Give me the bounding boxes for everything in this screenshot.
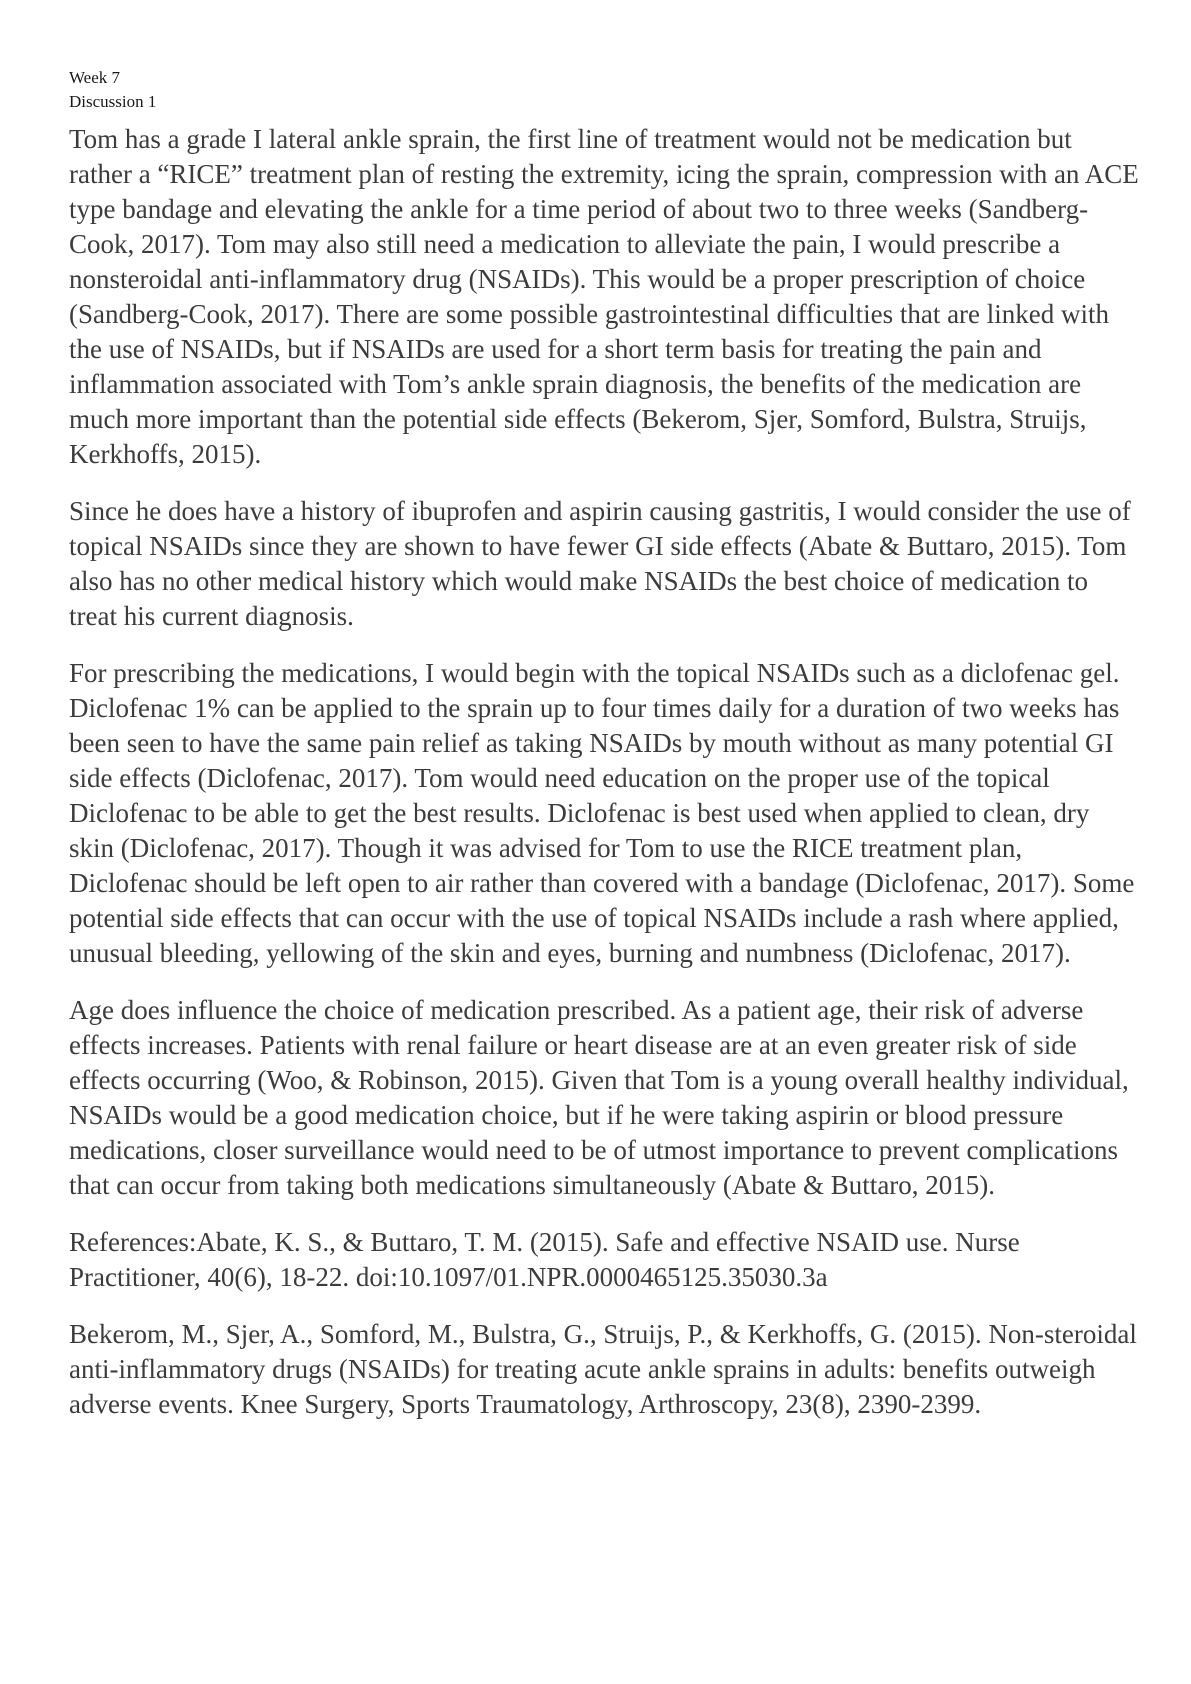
week-label: Week 7 — [69, 68, 121, 87]
document-page — [69, 66, 1139, 1444]
reference-abate: References:Abate, K. S., & Buttaro, T. M. (2015). Safe and effective NSAID use. Nurse Practitioner, 40(6), 18-22. doi:10.1097/01.NPR.0000465125.35030.3a — [69, 1227, 1020, 1292]
paragraph-gastritis-history: Since he does have a history of ibuprofen and aspirin causing gastritis, I would consider the use of topical NSAIDs since they are shown to have fewer GI side effects (Abate & Buttaro, 2015). Tom also has no other medical history which would make NSAIDs the best choice of medication to treat his current diagnosis. — [69, 496, 1131, 631]
paragraph-age-influence: Age does influence the choice of medication prescribed. As a patient age, their risk of adverse effects increases. Patients with renal failure or heart disease are at an even greater risk of side effects occurring (Woo, & Robinson, 2015). Given that Tom is a young overall healthy individual, NSAIDs would be a good medication choice, but if he were taking aspirin or blood pressure medications, closer surveillance would need to be of utmost importance to prevent complications that can occur from taking both medications simultaneously (Abate & Buttaro, 2015). — [69, 995, 1129, 1200]
reference-bekerom: Bekerom, M., Sjer, A., Somford, M., Bulstra, G., Struijs, P., & Kerkhoffs, G. (2015). Non-steroidal anti-inflammatory drugs (NSAIDs) for treating acute ankle sprains in adults: benefits outweigh adverse events. Knee Surgery, Sports Traumatology, Arthroscopy, 23(8), 2390-2399. — [69, 1319, 1137, 1419]
paragraph-treatment-plan: Tom has a grade I lateral ankle sprain, the first line of treatment would not be medication but rather a “RICE” treatment plan of resting the extremity, icing the sprain, compression with an ACE type bandage and elevating the ankle for a time period of about two to three weeks (Sandberg-Cook, 2017). Tom may also still need a medication to alleviate the pain, I would prescribe a nonsteroidal anti-inflammatory drug (NSAIDs). This would be a proper prescription of choice (Sandberg-Cook, 2017). There are some possible gastrointestinal difficulties that are linked with the use of NSAIDs, but if NSAIDs are used for a short term basis for treating the pain and inflammation associated with Tom’s ankle sprain diagnosis, the benefits of the medication are much more important than the potential side effects (Bekerom, Sjer, Somford, Bulstra, Struijs, Kerkhoffs, 2015). — [69, 124, 1139, 469]
paragraph-prescribing: For prescribing the medications, I would begin with the topical NSAIDs such as a diclofenac gel. Diclofenac 1% can be applied to the sprain up to four times daily for a duration of two weeks has been seen to have the same pain relief as taking NSAIDs by mouth without as many potential GI side effects (Diclofenac, 2017). Tom would need education on the proper use of the topical Diclofenac to be able to get the best results. Diclofenac is best used when applied to clean, dry skin (Diclofenac, 2017). Though it was advised for Tom to use the RICE treatment plan, Diclofenac should be left open to air rather than covered with a bandage (Diclofenac, 2017). Some potential side effects that can occur with the use of topical NSAIDs include a rash where applied, unusual bleeding, yellowing of the skin and eyes, burning and numbness (Diclofenac, 2017). — [69, 658, 1135, 968]
discussion-label: Discussion 1 — [69, 92, 157, 111]
